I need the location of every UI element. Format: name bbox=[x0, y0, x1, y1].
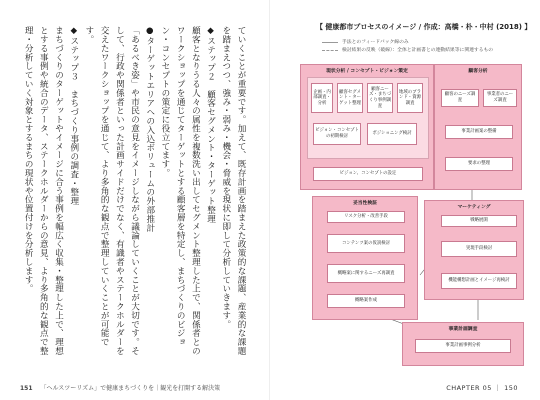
right-page bbox=[270, 0, 540, 400]
legend-label: 検討結果の反映（破線）：全体と計画書との連動結果等に関連するもの bbox=[342, 47, 494, 53]
figure-title: 【 健康都市プロセスのイメージ / 作成：高橋・朴・中村 (2018) 】 bbox=[316, 23, 532, 31]
panel-customer bbox=[434, 64, 522, 190]
running-title: 「ヘルスツーリズム」で健康まちづくりを｜観光を打開する解決策 bbox=[40, 385, 221, 392]
paragraph: ていくことが重要です。加えて、既存計画を踏まえた政策的な課題、産業的な課題を踏まえつつ、強み・弱み・機会・脅威を現状に即して分析していきます。 bbox=[220, 26, 246, 356]
bullet-heading: ●ターゲットエリアへの入込ボリュームの外部推計 bbox=[144, 26, 155, 233]
diagram-box: 事業計画事例分析 bbox=[415, 339, 511, 353]
diagram-box: 事業計画案の整備 bbox=[445, 125, 513, 139]
diagram-box: 顧客ニーズ・まちづくり事例調査 bbox=[367, 83, 393, 113]
diagram-box: ポジショニング検討 bbox=[367, 123, 417, 145]
paragraph: まちづくりのターゲットやイメージに合う事例を幅広く収集・整理した上で、理想とする事例や統合のデータ、ステークホルダーからの意見、より多角的な観点で整理・分析していく対象とするまちの現状や位置付けを分析します。 bbox=[23, 26, 64, 356]
panel-title: 妥当性検証 bbox=[353, 201, 377, 206]
left-footer bbox=[20, 383, 220, 392]
diagram-box: 機能構想計画とイメージ再検討 bbox=[441, 273, 517, 289]
right-page-number: 150 bbox=[504, 384, 518, 392]
diagram-box: 事業者のニーズ調査 bbox=[483, 89, 517, 107]
right-footer bbox=[446, 383, 518, 392]
diagram-box: ビジョン、コンセプトの設定 bbox=[313, 167, 423, 181]
panel-title: 事業計画調査 bbox=[448, 327, 478, 332]
diagram-box: 顧客のニーズ調査 bbox=[441, 89, 479, 107]
diagram-box: 企画・内部調査・分析 bbox=[311, 83, 333, 113]
panel-review bbox=[312, 196, 418, 320]
footer-separator: ｜ bbox=[494, 384, 505, 392]
diagram-box: ビジョン・コンセプトの初期検討 bbox=[313, 123, 361, 145]
chapter-label: CHAPTER 05 bbox=[446, 384, 492, 392]
step-heading: ◆ステップ２ 顧客セグメント・ターゲット整理 bbox=[205, 26, 216, 224]
diagram-box: 顧客セグメント・ターゲット整理 bbox=[337, 83, 363, 113]
step-heading: ◆ステップ３ まちづくり事例の調査・整理 bbox=[68, 26, 79, 206]
diagram-box: 概略案に関するニーズ再調査 bbox=[327, 264, 405, 283]
left-page-number: 151 bbox=[20, 385, 33, 392]
diagram-box: 地域のブランド・資源調査 bbox=[397, 83, 423, 113]
panel-marketing bbox=[424, 200, 524, 300]
paragraph: 顧客となりうる人々の属性を複数洗い出してセグメント整理した上で、関係者とのワークショップを通じてターゲットとする顧客層を特定し、まちづくりのビジョン・コンセプトの策定に役立てます。 bbox=[159, 26, 201, 356]
diagram-box: リスク分析・改善手段 bbox=[327, 211, 405, 223]
panel-concept bbox=[300, 64, 434, 190]
diagram-box: 概略案作成 bbox=[327, 294, 405, 308]
panel-title: マーケティング bbox=[457, 205, 491, 210]
diagram-box: コンテンツ案の仮説検討 bbox=[327, 234, 405, 253]
body-text bbox=[22, 26, 248, 364]
diagram-box: 戦略展開 bbox=[441, 215, 517, 227]
diagram-box: 実現手段検討 bbox=[441, 241, 517, 257]
panel-title: 現状分析 / コンセプト・ビジョン策定 bbox=[326, 69, 408, 74]
legend-label: 手法とのフィードバック線のみ bbox=[342, 40, 409, 45]
diagram-box: 要求の整理 bbox=[445, 157, 513, 171]
paragraph: 「あるべき姿」や市民の意見をイメージしながら議論していくことが大切です。そして、行政や関係者といった計画サイドだけでなく、有識者やステークホルダーを交えたワークショップを通じて、より多角的な観点で整理していくことが可能です。 bbox=[83, 26, 140, 356]
panel-title: 顧客分析 bbox=[468, 69, 488, 74]
panel-plan bbox=[402, 322, 524, 366]
